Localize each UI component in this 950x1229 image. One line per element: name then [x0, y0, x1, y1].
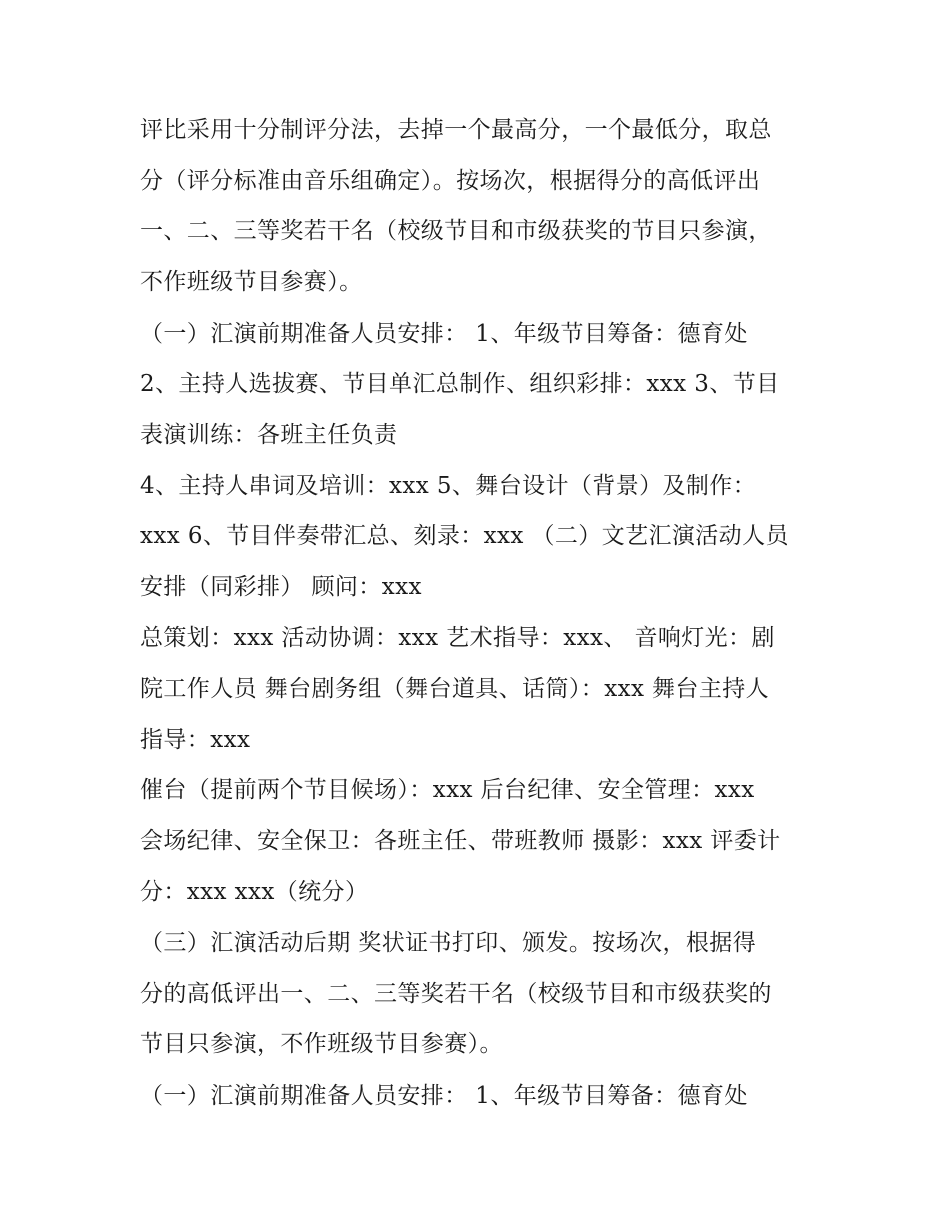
text-line: 不作班级节目参赛）。: [140, 269, 363, 295]
text-line: 表演训练：各班主任负责: [140, 422, 398, 448]
text-line: （一）汇演前期准备人员安排： 1、年级节目筹备：德育处: [140, 321, 748, 347]
text-line: 4、主持人串词及培训：xxx 5、舞台设计（背景）及制作：: [140, 473, 757, 499]
text-line: 会场纪律、安全保卫：各班主任、带班教师 摄影：xxx 评委计: [140, 828, 781, 854]
text-line: 分：xxx xxx（统分）: [140, 879, 369, 905]
text-line: （三）汇演活动后期 奖状证书打印、颁发。按场次，根据得: [140, 930, 757, 956]
text-line: 评比采用十分制评分法，去掉一个最高分，一个最低分，取总: [140, 117, 772, 143]
text-line: 2、主持人选拔赛、节目单汇总制作、组织彩排：xxx 3、节目: [140, 371, 780, 397]
text-line: （一）汇演前期准备人员安排： 1、年级节目筹备：德育处: [140, 1083, 748, 1109]
text-line: 指导：xxx: [140, 727, 251, 753]
text-line: 一、二、三等奖若干名（校级节目和市级获奖的节目只参演，: [140, 218, 772, 244]
text-line: 安排（同彩排） 顾问：xxx: [140, 574, 422, 600]
text-line: 院工作人员 舞台剧务组（舞台道具、话筒）：xxx 舞台主持人: [140, 676, 770, 702]
text-line: 节目只参演，不作班级节目参赛）。: [140, 1031, 503, 1057]
text-line: xxx 6、节目伴奏带汇总、刻录：xxx （二）文艺汇演活动人员: [140, 523, 789, 549]
text-line: 分（评分标准由音乐组确定）。按场次，根据得分的高低评出: [140, 168, 761, 194]
text-line: 催台（提前两个节目候场）：xxx 后台纪律、安全管理：xxx: [140, 777, 755, 803]
text-line: 分的高低评出一、二、三等奖若干名（校级节目和市级获奖的: [140, 981, 772, 1007]
text-line: 总策划：xxx 活动协调：xxx 艺术指导：xxx、 音响灯光：剧: [140, 625, 775, 651]
